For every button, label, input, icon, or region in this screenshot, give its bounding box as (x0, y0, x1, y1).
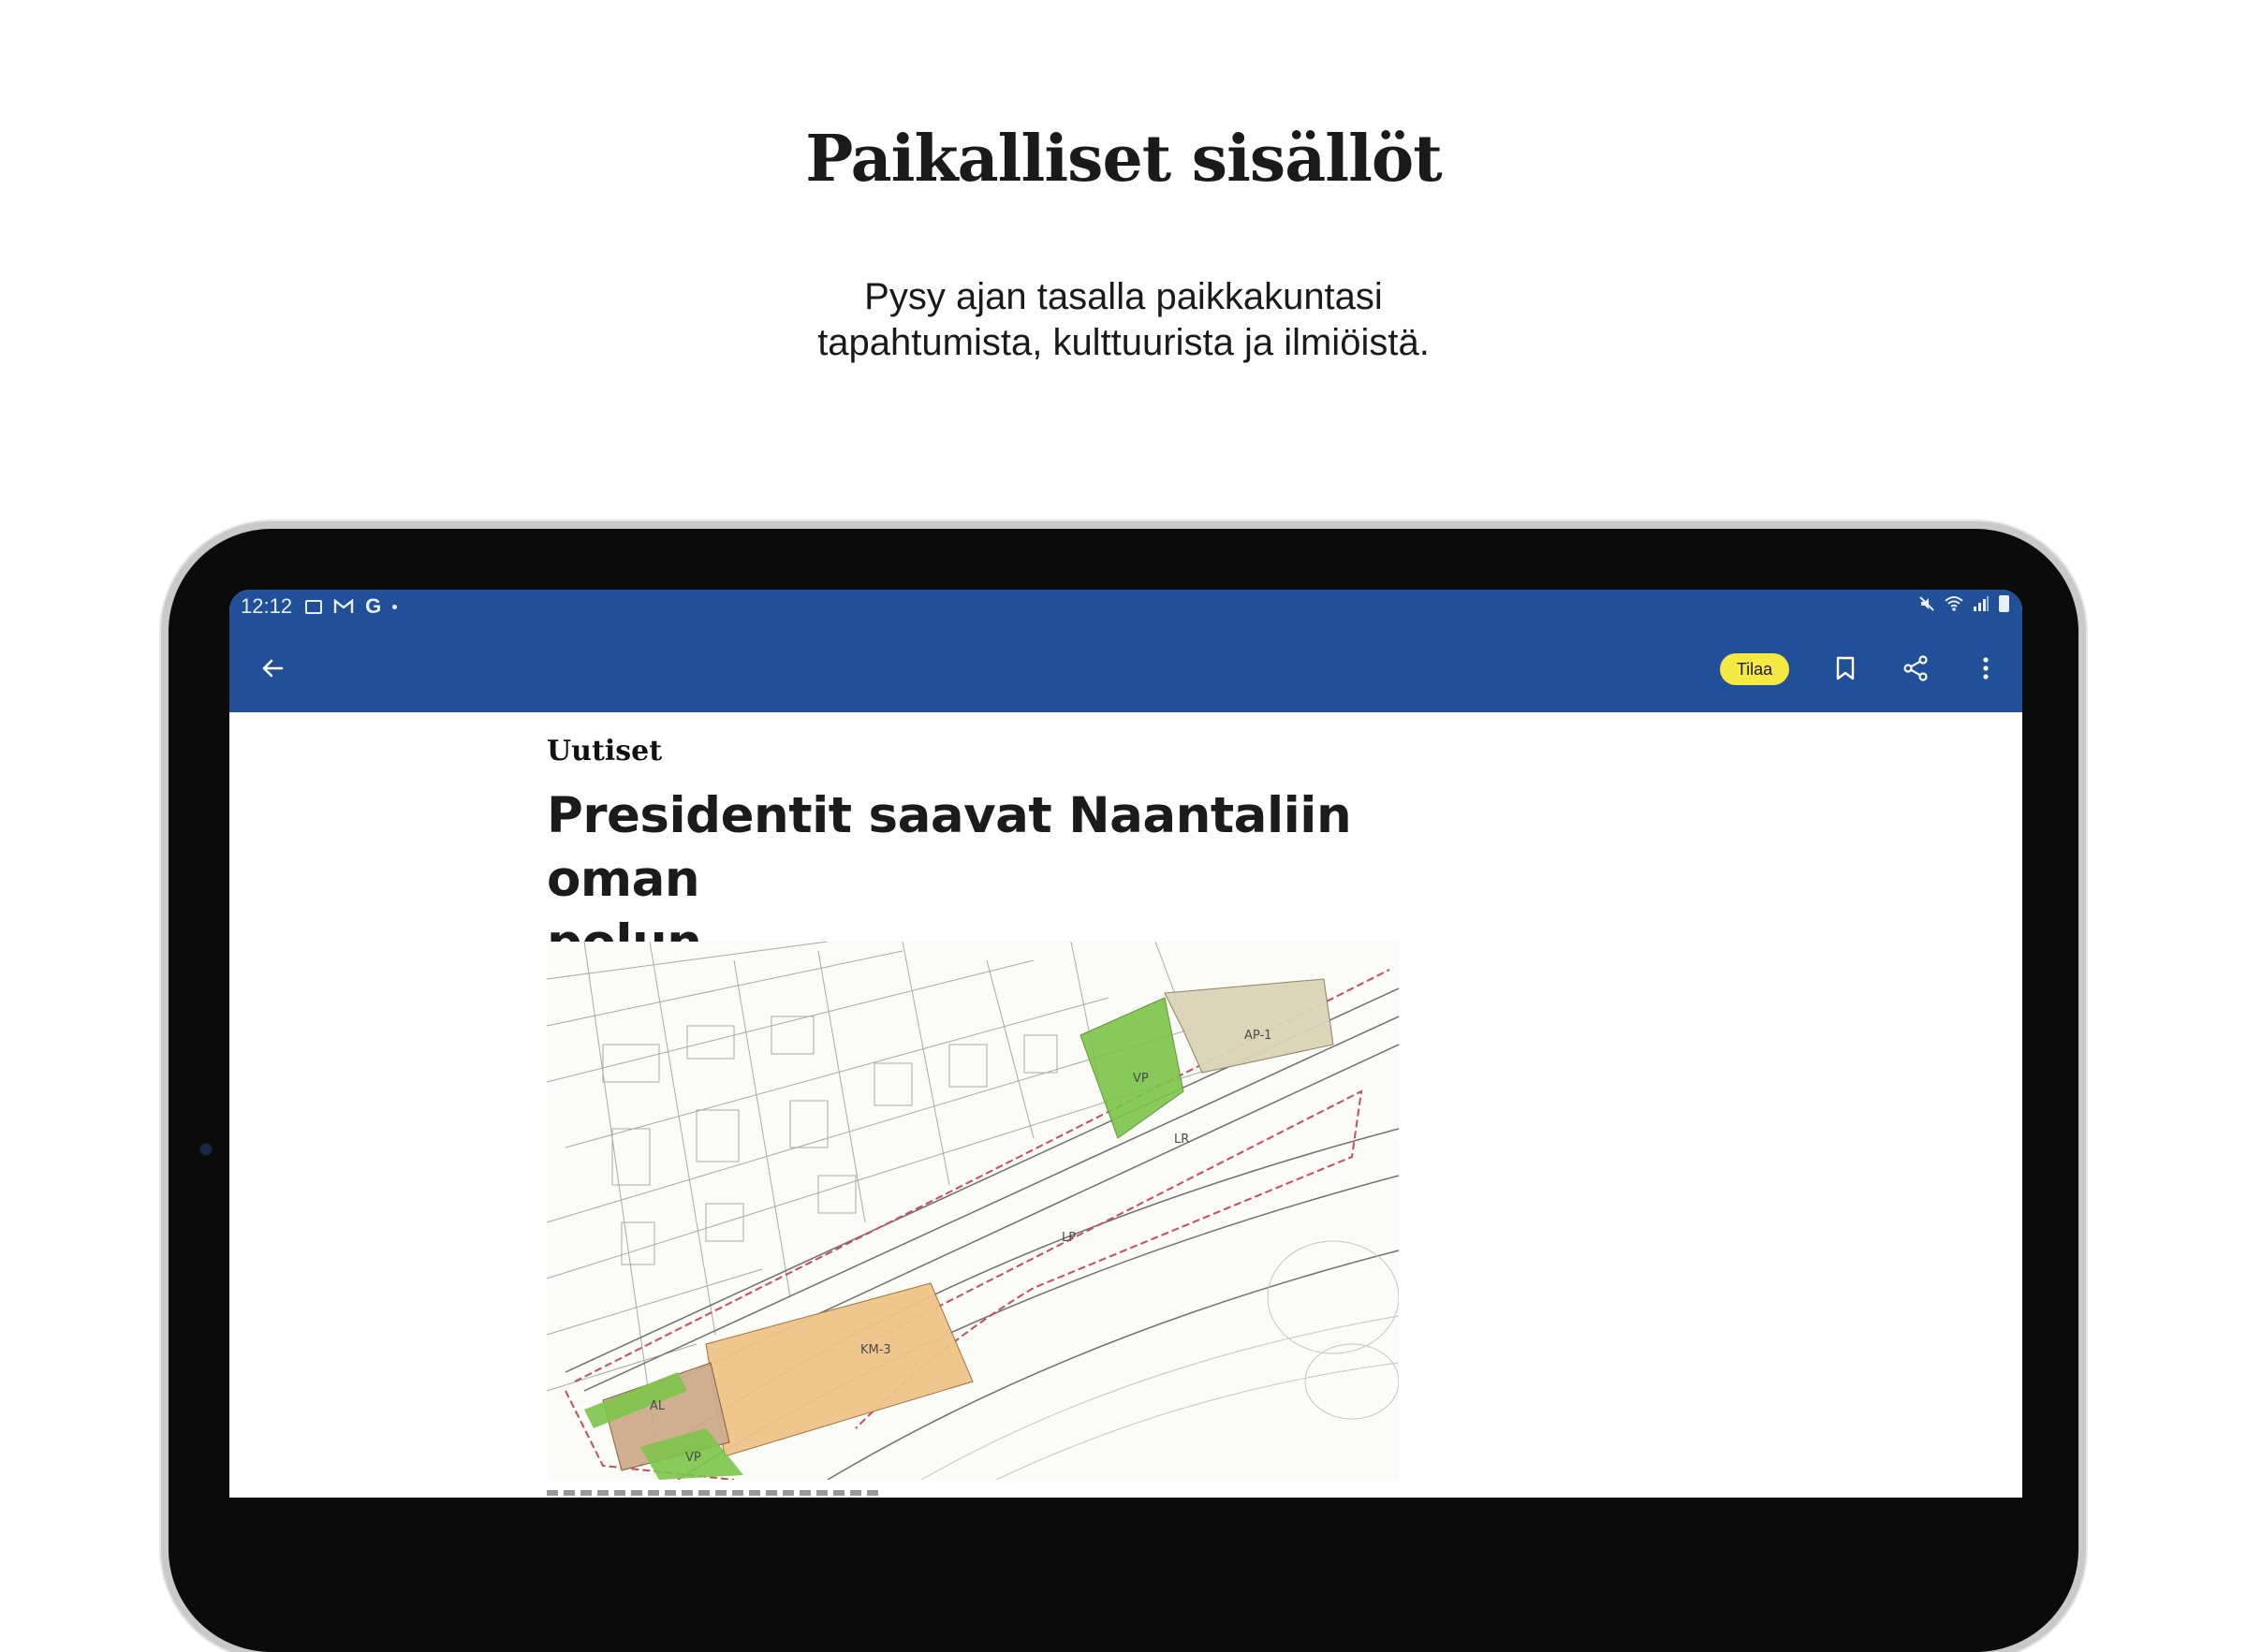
back-arrow-icon (259, 655, 286, 681)
subscribe-button[interactable]: Tilaa (1720, 653, 1789, 685)
bookmark-button[interactable] (1823, 646, 1868, 691)
dot-icon (392, 605, 397, 609)
zone-label-vp-bottom: VP (685, 1451, 701, 1465)
promo-subtitle-line-1: Pysy ajan tasalla paikkakuntasi (864, 276, 1383, 317)
zone-label-ap: AP-1 (1244, 1029, 1272, 1043)
status-right-icons (1918, 595, 2009, 612)
bookmark-icon (1834, 655, 1857, 681)
image-icon (305, 600, 322, 614)
share-button[interactable] (1893, 646, 1938, 691)
zone-label-vp-top: VP (1133, 1072, 1149, 1086)
promo-subtitle-line-2: tapahtumista, kulttuurista ja ilmiöistä. (817, 322, 1430, 363)
zone-label-lp: LP (1062, 1231, 1077, 1245)
more-vertical-icon (1981, 655, 1990, 681)
section-label[interactable]: Uutiset (547, 735, 663, 768)
app-toolbar (229, 623, 2022, 712)
status-bar (229, 590, 2022, 623)
zone-label-al: AL (650, 1399, 666, 1413)
zone-label-km: KM-3 (860, 1343, 891, 1357)
image-caption (547, 1490, 884, 1496)
mute-icon (1918, 595, 1935, 612)
article-header (547, 735, 1399, 975)
tablet-screen (229, 590, 2022, 1498)
share-icon (1902, 654, 1930, 682)
battery-icon (1999, 595, 2009, 612)
google-icon: G (365, 594, 382, 618)
status-time: 12:12 (241, 594, 293, 618)
wifi-icon (1945, 595, 1963, 612)
zoning-map (547, 942, 1399, 1480)
camera-icon (200, 1144, 212, 1155)
gmail-icon (333, 599, 354, 614)
promo-title: Paikalliset sisällöt (805, 122, 1442, 197)
headline-line-1: Presidentit saavat Naantaliin oman (547, 787, 1352, 908)
signal-icon (1973, 595, 1990, 612)
zone-label-lr: LR (1174, 1133, 1190, 1147)
status-left-icons (305, 594, 397, 619)
article-map-image[interactable] (547, 942, 1399, 1480)
back-button[interactable] (250, 646, 295, 691)
promo-subtitle (0, 274, 2247, 366)
more-options-button[interactable] (1963, 646, 2008, 691)
